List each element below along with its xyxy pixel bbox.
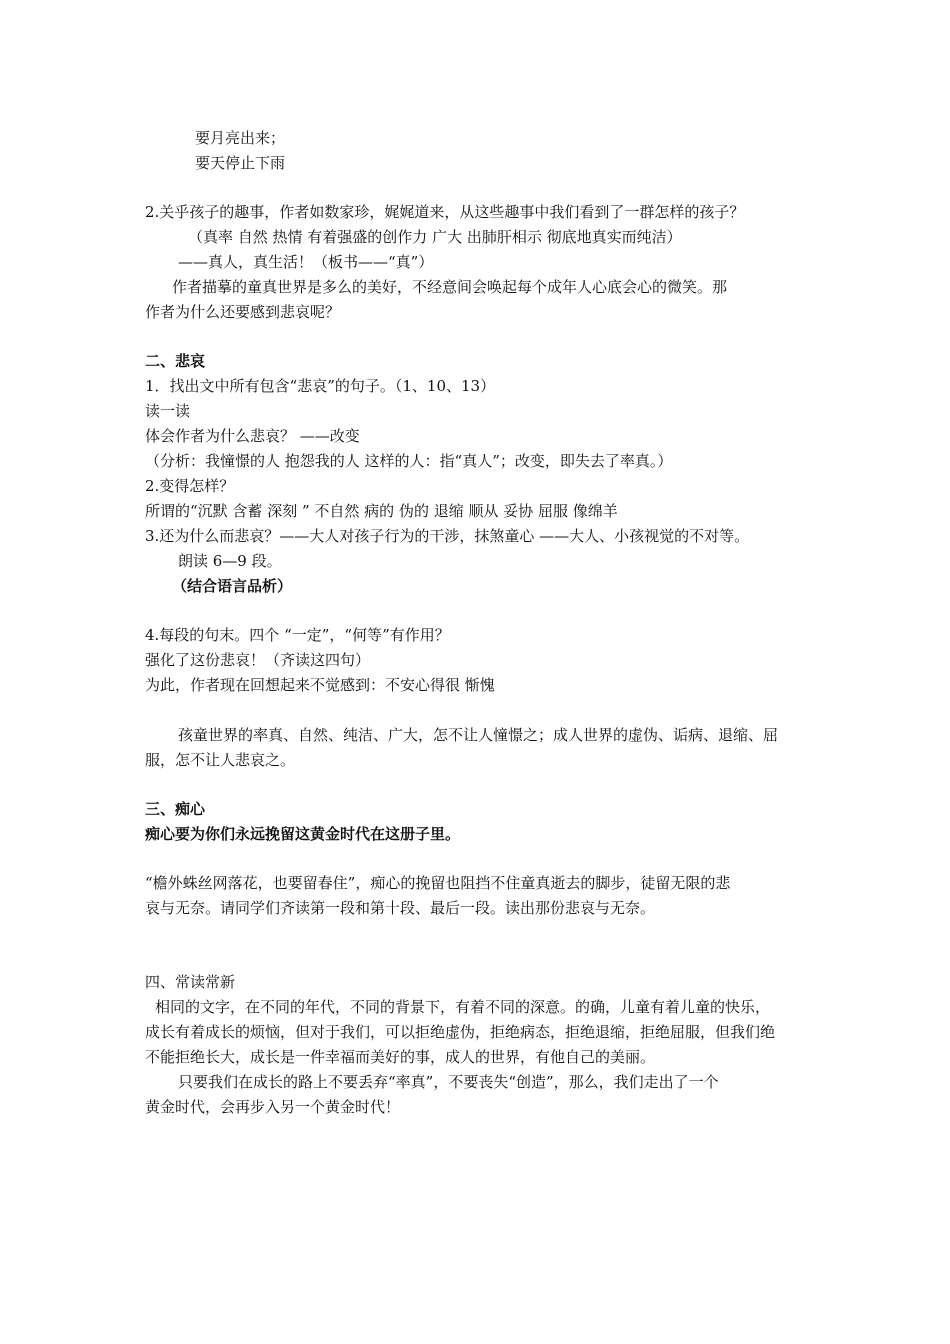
bold-note: （结合语言品析）: [172, 577, 293, 595]
analysis-line: （分析：我憧憬的人 抱怨我的人 这样的人：指“真人”；改变，即失去了率真。）: [145, 452, 673, 470]
paragraph-line: 服，怎不让人悲哀之。: [145, 751, 296, 769]
feeling-line: 为此，作者现在回想起来不觉感到：不安心得很 惭愧: [145, 676, 495, 694]
item-1: 1．找出文中所有包含“悲哀”的句子。（1、10、13）: [145, 377, 496, 395]
paragraph-line: 作者描摹的童真世界是多么的美好，不经意间会唤起每个成年人心底会心的微笑。那: [172, 278, 728, 296]
paragraph-line: 作者为什么还要感到悲哀呢？: [145, 303, 341, 321]
bold-quote: 痴心要为你们永远挽留这黄金时代在这册子里。: [145, 825, 461, 843]
item-3: 3.还为什么而悲哀？——大人对孩子行为的干涉，抹煞童心 ——大人、小孩视觉的不对等。: [145, 527, 750, 545]
paragraph-line: 成长有着成长的烦恼，但对于我们，可以拒绝虚伪，拒绝病态，拒绝退缩，拒绝屈服，但我们绝: [145, 1023, 776, 1041]
poem-line-2: 要天停止下雨: [195, 154, 286, 172]
paragraph-line: 只要我们在成长的路上不要丢弃“率真”，不要丧失“创造”，那么，我们走出了一个: [178, 1073, 719, 1091]
paragraph-line: “檐外蛛丝网落花，也要留春住”，痴心的挽留也阻挡不住童真逝去的脚步，徒留无限的悲: [145, 874, 731, 892]
paragraph-line: 黄金时代，会再步入另一个黄金时代！: [145, 1098, 401, 1116]
poem-line-1: 要月亮出来；: [195, 129, 286, 147]
section-heading-4: 四、常读常新: [145, 973, 236, 991]
question-2: 2.关乎孩子的趣事，作者如数家珍，娓娓道来，从这些趣事中我们看到了一群怎样的孩子？: [145, 203, 745, 221]
section-heading-3: 三、痴心: [145, 800, 206, 818]
read-line: 读一读: [145, 402, 191, 420]
paragraph-line: 不能拒绝长大，成长是一件幸福而美好的事，成人的世界，有他自己的美丽。: [145, 1048, 656, 1066]
section-heading-2: 二、悲哀: [145, 352, 206, 370]
paragraph-line: 相同的文字，在不同的年代，不同的背景下，有着不同的深意。的确，儿童有着儿童的快乐，: [155, 998, 771, 1016]
paragraph-line: 孩童世界的率真、自然、纯洁、广大，怎不让人憧憬之；成人世界的虚伪、诟病、退缩、屈: [178, 726, 779, 744]
item-4: 4.每段的句末。四个 “一定”，“何等”有作用？: [145, 626, 450, 644]
board-note: ——真人，真生活！（板书——“真”）: [178, 253, 434, 271]
answer-traits: （真率 自然 热情 有着强盛的创作力 广大 出肺肝相示 彻底地真实而纯洁）: [188, 228, 682, 246]
read-aloud-line: 朗读 6—9 段。: [178, 552, 282, 570]
question-line: 体会作者为什么悲哀？ ——改变: [145, 427, 360, 445]
keywords-line: 所谓的“沉默 含蓄 深刻 ” 不自然 病的 伪的 退缩 顺从 妥协 屈服 像绵羊: [145, 502, 618, 520]
item-2: 2.变得怎样？: [145, 477, 235, 495]
emphasis-line: 强化了这份悲哀！（齐读这四句）: [145, 651, 371, 669]
paragraph-line: 哀与无奈。请同学们齐读第一段和第十段、最后一段。读出那份悲哀与无奈。: [145, 899, 656, 917]
